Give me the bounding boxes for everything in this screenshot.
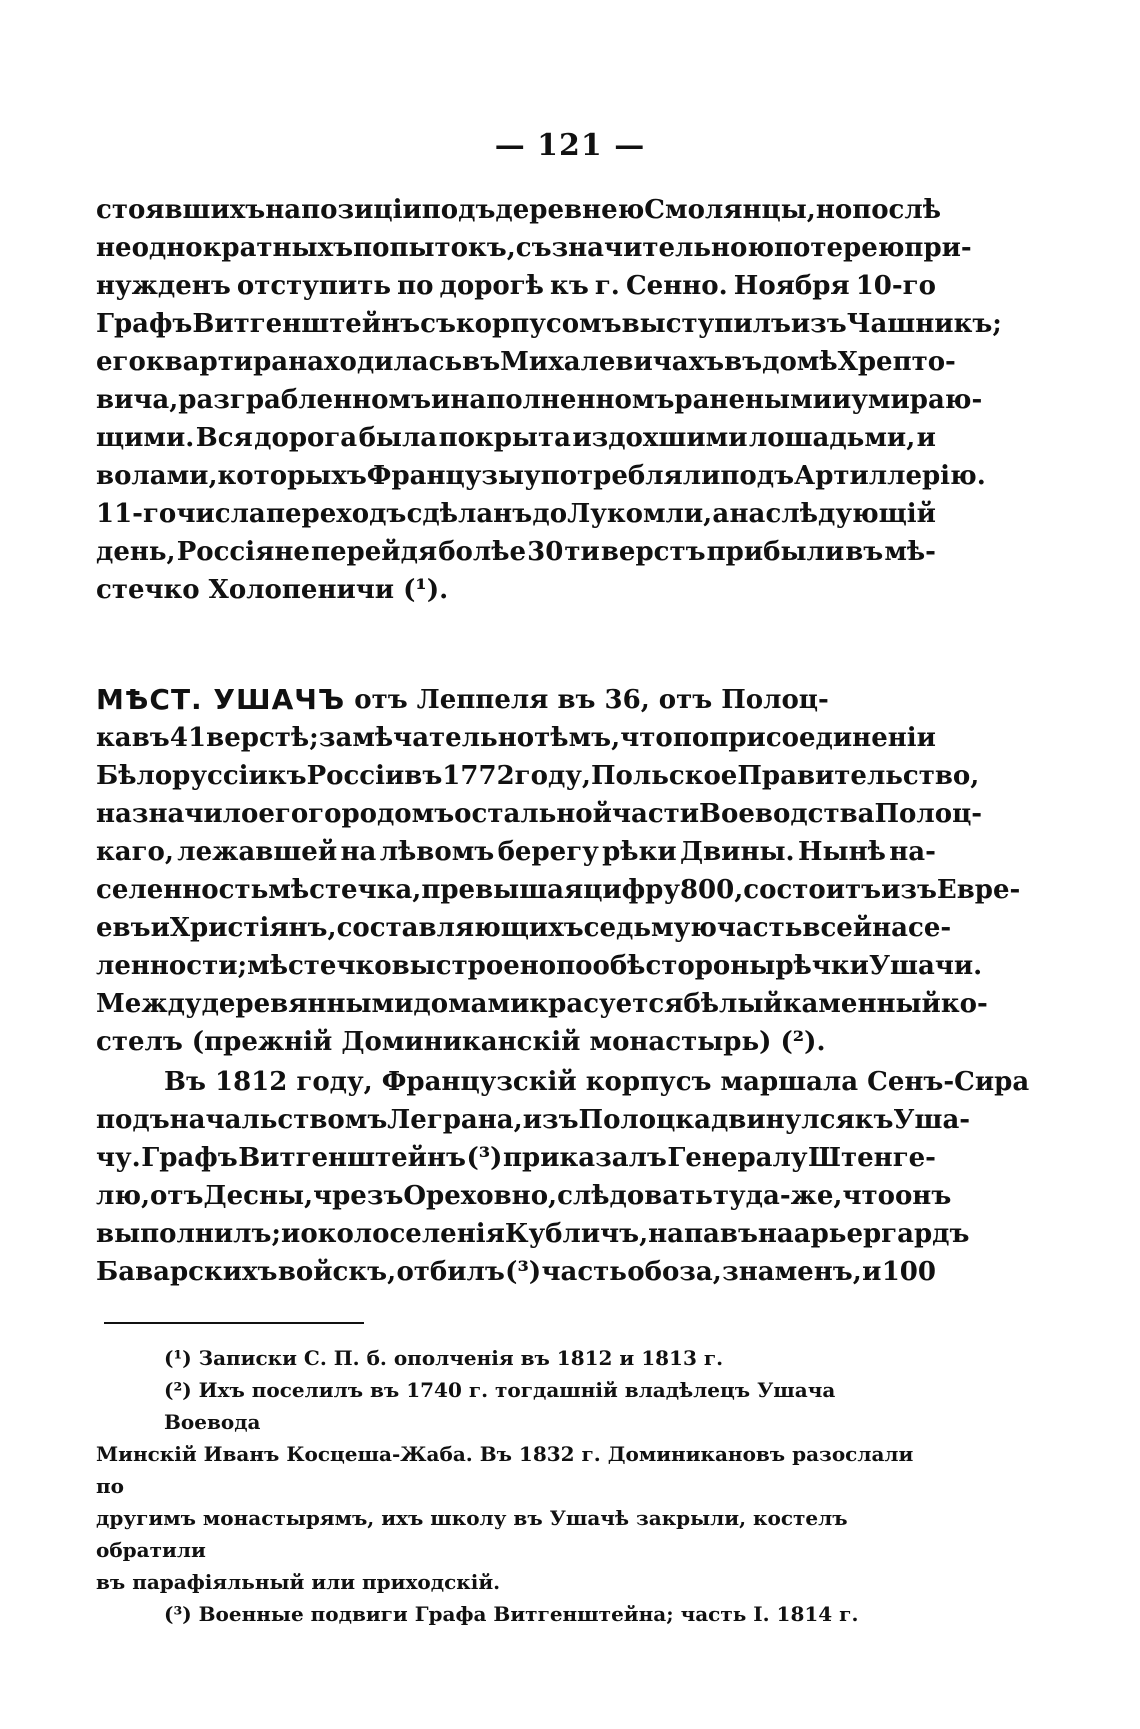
footnote-divider — [104, 1322, 364, 1324]
text-line: чу. Графъ Витгенштейнъ (³) приказалъ Генералу Штенге- — [96, 1143, 936, 1173]
text-line: его квартира находилась въ Михалевичахъ въ домѣ Хрепто- — [96, 347, 956, 377]
text-line: 11-го числа переходъ сдѣланъ до Лукомли, а на слѣдующій — [96, 499, 936, 529]
page-number: — 121 — — [494, 128, 646, 163]
text-line: Баварскихъ войскъ, отбилъ (³) часть обоза, знаменъ, и 100 — [96, 1257, 936, 1287]
text-line: Въ 1812 году, Французскій корпусъ маршала Сенъ-Сира — [164, 1067, 1030, 1097]
footnote-2-cont: въ парафіяльный или приходскій. — [96, 1570, 501, 1594]
text-line: ка въ 41 верстѣ; замѣчательно тѣмъ, что по присоединеніи — [96, 723, 936, 753]
footnote-2-cont: Минскій Иванъ Косцеша-Жаба. Въ 1832 г. Доминикановъ разослали по — [96, 1442, 914, 1498]
paragraph-1 — [96, 191, 1002, 609]
text-line: волами, которыхъ Французы употребляли подъ Артиллерію. — [96, 461, 986, 491]
text-line: Между деревянными домами красуется бѣлый каменный ко- — [96, 989, 988, 1019]
paragraph-2 — [96, 681, 1021, 1061]
text-line: подъ начальствомъ Леграна, изъ Полоцка двинулся къ Уша- — [96, 1105, 971, 1135]
text-line: стелъ (прежній Доминиканскій монастырь) (²). — [96, 1027, 826, 1057]
text-line: стоявшихъ на позиціи подъ деревнею Смолянцы, но послѣ — [96, 195, 942, 225]
text-line: Графъ Витгенштейнъ съ корпусомъ выступилъ изъ Чашникъ; — [96, 309, 1002, 339]
text-line: выполнилъ; и около селенія Кубличъ, напавъ на арьергардъ — [96, 1219, 970, 1249]
text-line: неоднократныхъ попытокъ, съ значительною потерею при- — [96, 233, 972, 263]
footnote-3: (³) Военные подвиги Графа Витгенштейна; часть I. 1814 г. — [164, 1602, 859, 1626]
text-line: евъ и Христіянъ, составляющихъ седьмую часть всей насе- — [96, 913, 952, 943]
text-line: каго, лежавшей на лѣвомъ берегу рѣки Двины. Нынѣ на- — [96, 837, 936, 867]
text-line: вича, разграбленномъ и наполненномъ ранеными и умираю- — [96, 385, 983, 415]
text-line: назначило его городомъ остальной части Воеводства Полоц- — [96, 799, 983, 829]
text-line: день, Россіяне перейдя болѣе 30 ти верстъ прибыли въ мѣ- — [96, 537, 936, 567]
footnotes — [96, 1342, 936, 1630]
section-heading: МѢСТ. УШАЧЪ — [96, 683, 346, 716]
footnote-2: (²) Ихъ поселилъ въ 1740 г. тогдашній владѣлецъ Ушача Воевода — [164, 1378, 836, 1434]
text-line: лю, отъ Десны, чрезъ Ореховно, слѣдовать туда-же, что онъ — [96, 1181, 952, 1211]
text-line: МѢСТ. УШАЧЪ отъ Леппеля въ 36, отъ Полоц- — [96, 681, 936, 719]
text-line: щими. Вся дорога была покрыта издохшими лошадьми, и — [96, 423, 936, 453]
text-line: стечко Холопеничи (¹). — [96, 575, 449, 605]
footnote-2-cont: другимъ монастырямъ, ихъ школу въ Ушачѣ закрыли, костелъ обратили — [96, 1506, 848, 1562]
text-line: нужденъ отступить по дорогѣ къ г. Сенно. Ноября 10-го — [96, 271, 936, 301]
text-line: ленности; мѣстечко выстроено по обѣ стороны рѣчки Ушачи. — [96, 951, 983, 981]
paragraph-3 — [96, 1063, 1030, 1291]
text-line: селенность мѣстечка, превышая цифру 800, состоитъ изъ Евре- — [96, 875, 1021, 905]
text-line: Бѣлоруссіи къ Россіи въ 1772 году, Польское Правительство, — [96, 761, 980, 791]
footnote-1: (¹) Записки С. П. б. ополченія въ 1812 и 1813 г. — [164, 1346, 724, 1370]
